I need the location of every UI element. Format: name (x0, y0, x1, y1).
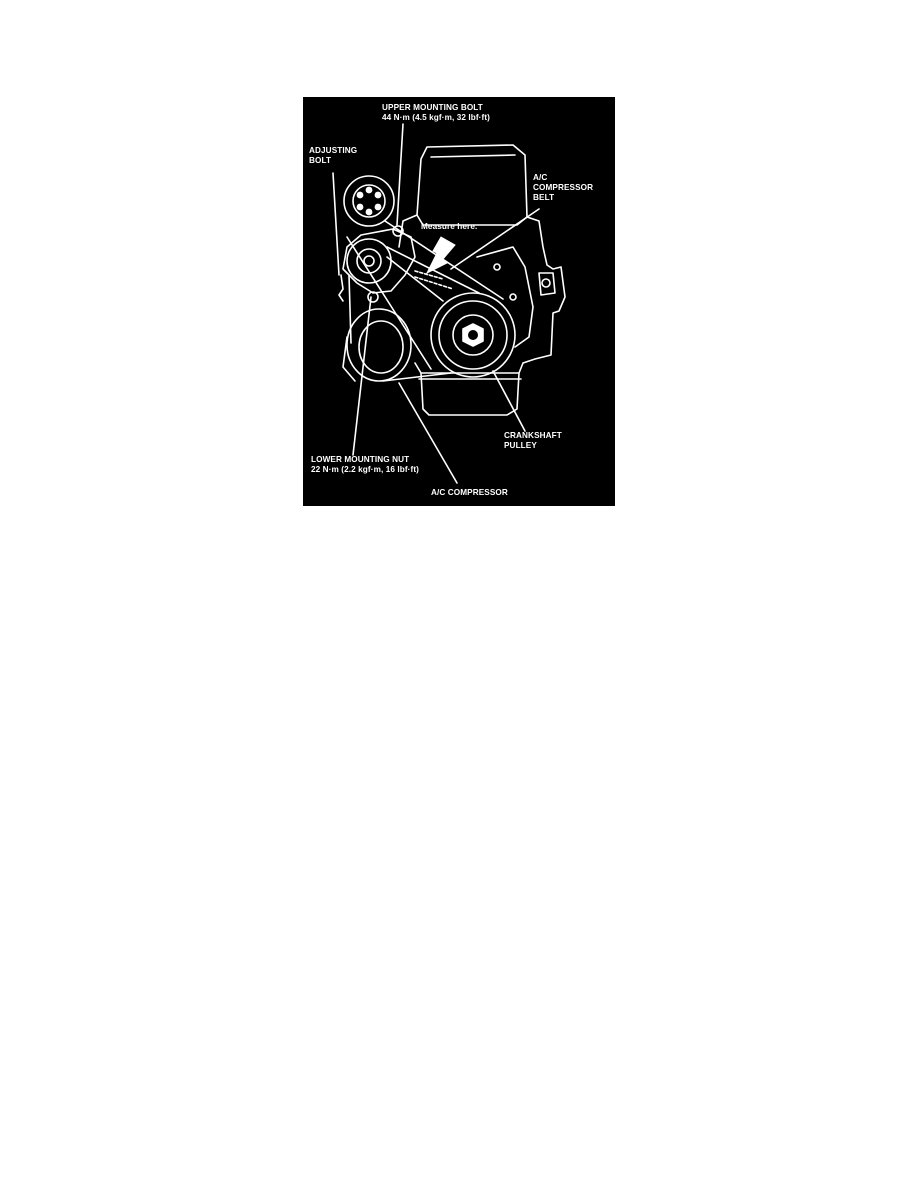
crank-pulley-leader (493, 371, 525, 431)
ac-compressor-belt-line2: COMPRESSOR (533, 183, 594, 192)
adjusting-bolt (339, 275, 343, 301)
idler-pulley-inner (357, 249, 381, 273)
lower-mounting-nut-torque: 22 N·m (2.2 kgf·m, 16 lbf·ft) (311, 465, 419, 474)
measure-line (415, 271, 453, 289)
valve-cover-ridge (431, 155, 515, 157)
lower-mounting-nut-label (311, 455, 419, 475)
block-port (542, 279, 550, 287)
upper-mounting-bolt-title: UPPER MOUNTING BOLT (382, 103, 483, 112)
crankshaft-pulley-label (504, 431, 562, 451)
ac-belt-leader (451, 209, 539, 269)
ac-compressor-pulley (347, 309, 411, 381)
adjusting-bolt-line2: BOLT (309, 156, 332, 165)
upper-mounting-bolt-label (382, 103, 490, 123)
ac-compressor-belt-line3: BELT (533, 193, 555, 202)
crankshaft-pulley-line2: PULLEY (504, 441, 537, 450)
timing-cover-bolt-2 (510, 294, 516, 300)
lower-mounting-nut-title: LOWER MOUNTING NUT (311, 455, 410, 464)
upper-pulley (344, 176, 394, 226)
idler-pulley (347, 239, 391, 283)
ac-compressor-belt-line1: A/C (533, 173, 548, 182)
adjusting-bolt-label (309, 146, 357, 166)
idler-bracket (343, 229, 415, 293)
engine-belt-diagram (303, 97, 615, 506)
adjusting-bolt-leader (333, 173, 339, 275)
crankshaft-pulley-line1: CRANKSHAFT (504, 431, 562, 440)
measure-arrow (427, 237, 455, 273)
upper-mounting-bolt-torque: 44 N·m (4.5 kgf·m, 32 lbf·ft) (382, 113, 490, 122)
ac-compressor-label: A/C COMPRESSOR (431, 488, 508, 497)
timing-cover-bolt (494, 264, 500, 270)
upper-bolt-leader (397, 124, 403, 225)
cylinder-head-left (399, 215, 417, 247)
ac-compressor-belt-label (533, 173, 593, 203)
adjusting-bolt-line1: ADJUSTING (309, 146, 358, 155)
measure-here-label: Measure here. (421, 222, 478, 231)
timing-cover-detail (477, 247, 533, 347)
idler-pulley-core (364, 256, 374, 266)
